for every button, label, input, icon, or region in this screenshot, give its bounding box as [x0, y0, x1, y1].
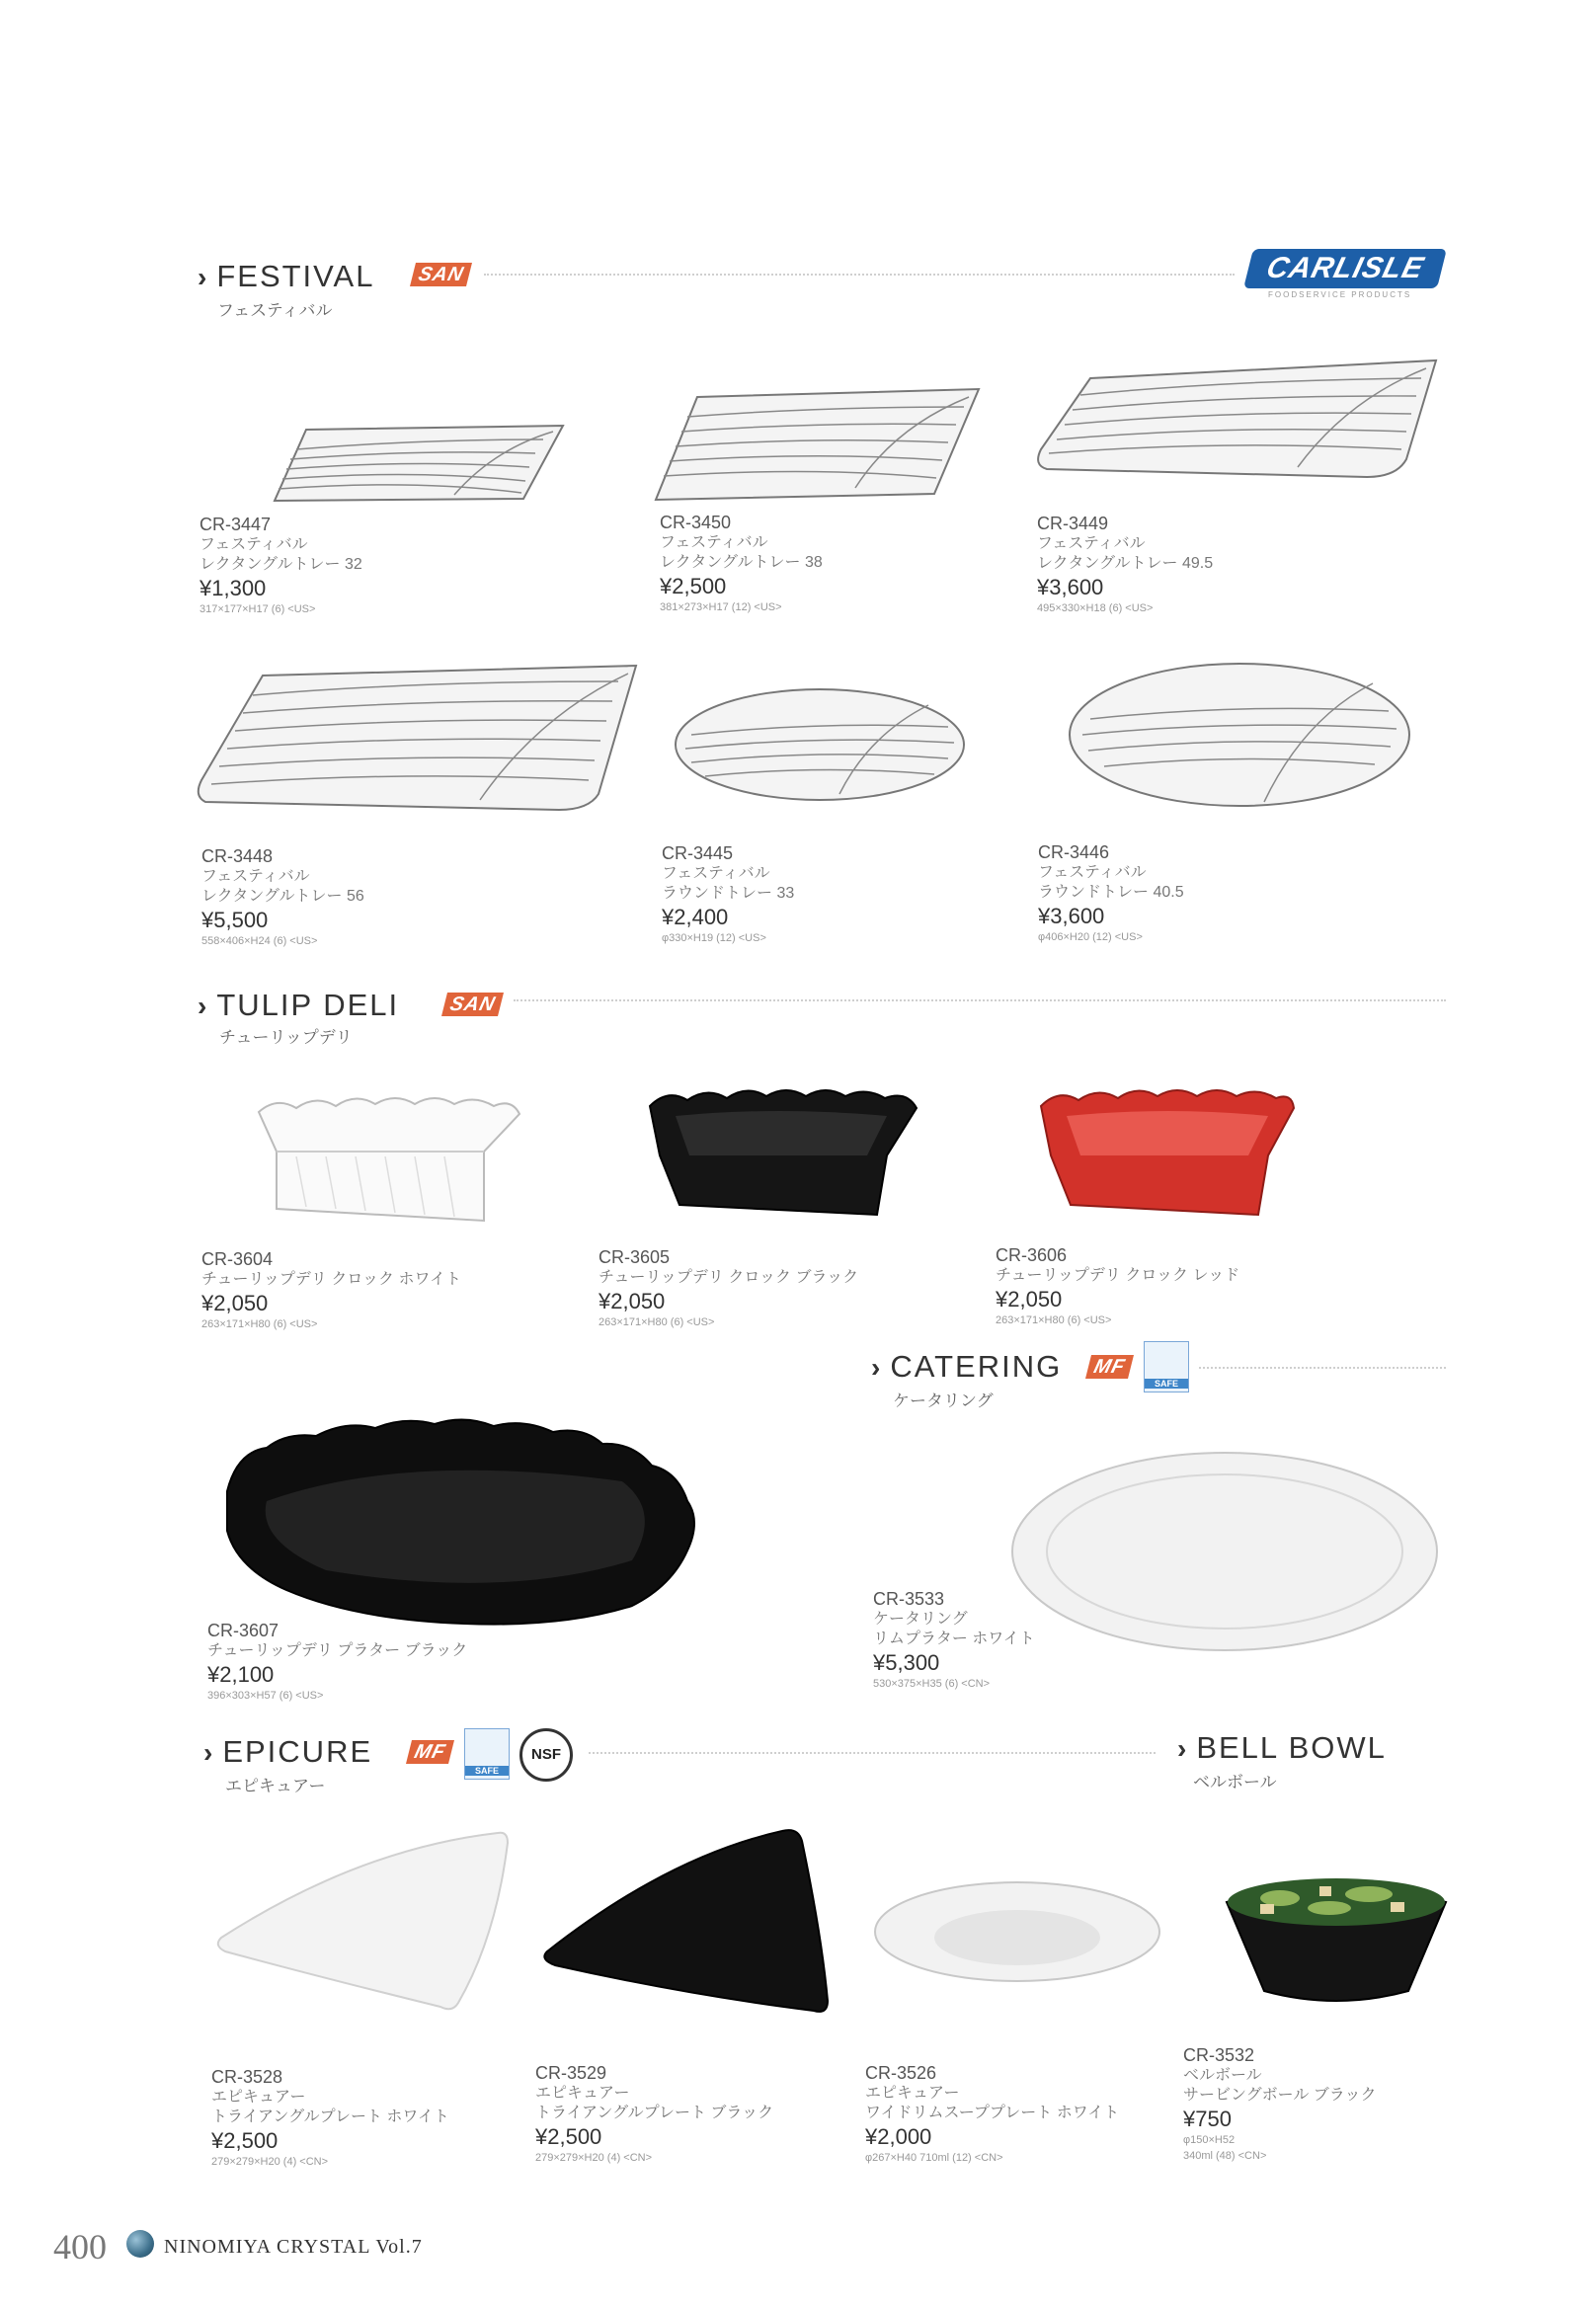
section-divider [1199, 1367, 1446, 1369]
product-spec: 279×279×H20 (4) <CN> [211, 2156, 329, 2168]
carlisle-logo: CARLISLE [1243, 249, 1447, 288]
product-price: ¥2,500 [660, 574, 727, 598]
product-price: ¥3,600 [1037, 575, 1104, 599]
chevron-right-icon: › [198, 991, 209, 1021]
tulip-deli-platter-black-image [207, 1412, 701, 1630]
product-name: レクタングルトレー 32 [200, 556, 362, 573]
product-price: ¥5,500 [201, 908, 269, 932]
product-cr-3529 [535, 2062, 861, 2166]
tulip-deli-red-image [1031, 1076, 1298, 1225]
section-subtitle-tulip-deli: チューリップデリ [219, 1028, 353, 1047]
festival-round-tray-40-image [1067, 660, 1412, 810]
product-name: サービングボール ブラック [1183, 2087, 1377, 2104]
product-name: チューリップデリ プラター ブラック [207, 1642, 468, 1659]
product-price: ¥2,500 [211, 2128, 279, 2153]
epicure-triangle-plate-black-image [539, 1827, 832, 2015]
bell-bowl-title-text: BELL BOWL [1196, 1730, 1387, 1765]
section-subtitle-epicure: エピキュアー [225, 1777, 326, 1795]
product-cr-3450 [660, 512, 986, 615]
festival-title-text: FESTIVAL [216, 259, 375, 293]
product-price: ¥1,300 [200, 576, 267, 600]
product-price: ¥2,050 [598, 1289, 666, 1313]
product-cr-3528 [211, 2066, 537, 2170]
product-spec: 396×303×H57 (6) <US> [207, 1690, 324, 1702]
festival-tray-38-image [648, 377, 984, 511]
product-spec: 263×171×H80 (6) <US> [598, 1316, 715, 1328]
product-name: ラウンドトレー 33 [662, 885, 795, 902]
product-name: ベルボール [1183, 2067, 1262, 2084]
section-title-bell-bowl [1177, 1730, 1387, 1766]
product-name: ラウンドトレー 40.5 [1038, 884, 1184, 901]
product-code: CR-3606 [996, 1245, 1068, 1265]
product-price: ¥2,050 [996, 1287, 1063, 1312]
section-divider [589, 1752, 1156, 1754]
product-code: CR-3447 [200, 515, 272, 534]
product-code: CR-3605 [598, 1247, 671, 1267]
product-name: フェスティバル [662, 865, 770, 882]
product-code: CR-3604 [201, 1249, 274, 1269]
festival-tray-49-image [1031, 351, 1441, 484]
festival-tray-56-image [194, 646, 640, 816]
product-cr-3446 [1038, 841, 1364, 945]
chevron-right-icon: › [871, 1352, 883, 1383]
product-cr-3526 [865, 2062, 1191, 2166]
product-name: エピキュアー [535, 2085, 630, 2102]
mf-badge: MF [1085, 1355, 1134, 1379]
product-cr-3449 [1037, 513, 1363, 616]
product-cr-3532 [1183, 2044, 1509, 2164]
san-badge: SAN [441, 993, 504, 1016]
epicure-title-text: EPICURE [222, 1734, 373, 1769]
product-name: リムプラター ホワイト [873, 1631, 1035, 1647]
product-price: ¥2,000 [865, 2124, 932, 2149]
epicure-triangle-plate-white-image [211, 1829, 514, 2013]
section-subtitle-catering: ケータリング [893, 1392, 994, 1410]
product-code: CR-3445 [662, 843, 734, 863]
product-spec: 381×273×H17 (12) <US> [660, 601, 782, 613]
product-spec: 340ml (48) <CN> [1183, 2150, 1267, 2162]
product-name: ワイドリムスーププレート ホワイト [865, 2105, 1120, 2121]
product-name: レクタングルトレー 56 [201, 888, 364, 905]
product-name: フェスティバル [200, 536, 308, 553]
product-spec: 279×279×H20 (4) <CN> [535, 2152, 653, 2164]
dishwasher-safe-icon [464, 1728, 510, 1780]
chevron-right-icon: › [203, 1737, 215, 1768]
product-spec: φ406×H20 (12) <US> [1038, 931, 1143, 943]
product-name: ケータリング [873, 1611, 968, 1628]
product-code: CR-3528 [211, 2067, 283, 2087]
product-code: CR-3533 [873, 1589, 945, 1609]
san-badge: SAN [410, 263, 472, 286]
product-cr-3445 [662, 842, 988, 946]
nsf-certification-icon: NSF [519, 1728, 573, 1782]
product-cr-3448 [201, 845, 527, 949]
tulip-deli-white-image [247, 1082, 523, 1231]
product-price: ¥5,300 [873, 1650, 940, 1675]
product-name: フェスティバル [660, 534, 768, 551]
festival-round-tray-33-image [672, 685, 968, 804]
product-price: ¥2,100 [207, 1662, 275, 1687]
bell-bowl-black-image [1221, 1872, 1452, 2007]
product-cr-3605 [598, 1246, 924, 1330]
section-divider [514, 999, 1446, 1001]
product-spec: 495×330×H18 (6) <US> [1037, 602, 1154, 614]
product-code: CR-3529 [535, 2063, 607, 2083]
product-price: ¥2,400 [662, 905, 729, 929]
product-cr-3533 [873, 1588, 1199, 1692]
section-title-catering [871, 1349, 1062, 1385]
product-price: ¥3,600 [1038, 904, 1105, 928]
product-spec: 317×177×H17 (6) <US> [200, 603, 316, 615]
product-code: CR-3448 [201, 846, 274, 866]
product-price: ¥2,050 [201, 1291, 269, 1315]
product-name: エピキュアー [865, 2085, 960, 2102]
page-number: 400 [53, 2227, 107, 2267]
product-code: CR-3532 [1183, 2045, 1255, 2065]
catering-title-text: CATERING [890, 1349, 1063, 1384]
product-spec: 558×406×H24 (6) <US> [201, 935, 318, 947]
festival-tray-32-image [267, 410, 573, 509]
product-price: ¥750 [1183, 2107, 1232, 2131]
product-spec: φ150×H52 [1183, 2134, 1236, 2146]
section-subtitle-festival: フェスティバル [217, 301, 333, 320]
product-code: CR-3449 [1037, 514, 1109, 533]
product-code: CR-3607 [207, 1621, 279, 1640]
product-spec: 263×171×H80 (6) <US> [996, 1314, 1112, 1326]
product-code: CR-3450 [660, 513, 732, 532]
catalog-title: NINOMIYA CRYSTAL Vol.7 [164, 2236, 423, 2258]
product-name: トライアングルプレート ブラック [535, 2105, 774, 2121]
product-price: ¥2,500 [535, 2124, 602, 2149]
mf-badge: MF [406, 1740, 454, 1764]
product-spec: φ330×H19 (12) <US> [662, 932, 766, 944]
section-title-tulip-deli [198, 988, 399, 1023]
product-name: フェスティバル [1038, 864, 1147, 881]
product-spec: 263×171×H80 (6) <US> [201, 1318, 318, 1330]
product-cr-3447 [200, 514, 525, 617]
product-code: CR-3446 [1038, 842, 1110, 862]
product-name: チューリップデリ クロック レッド [996, 1267, 1240, 1284]
chevron-right-icon: › [1177, 1733, 1189, 1764]
safe-label: SAFE [1145, 1379, 1188, 1389]
product-cr-3607 [207, 1620, 533, 1704]
dishwasher-safe-icon [1144, 1341, 1189, 1392]
section-title-epicure [203, 1734, 372, 1770]
product-name: レクタングルトレー 49.5 [1037, 555, 1214, 572]
product-name: トライアングルプレート ホワイト [211, 2108, 449, 2125]
section-divider [484, 274, 1235, 276]
chevron-right-icon: › [198, 262, 209, 292]
tulip-title-text: TULIP DELI [216, 988, 400, 1022]
product-name: チューリップデリ クロック ブラック [598, 1269, 859, 1286]
carlisle-logo-subtitle: FOODSERVICE PRODUCTS [1268, 290, 1412, 299]
section-title-festival [198, 259, 374, 294]
product-code: CR-3526 [865, 2063, 937, 2083]
product-name: レクタングルトレー 38 [660, 554, 823, 571]
product-spec: φ267×H40 710ml (12) <CN> [865, 2152, 1003, 2164]
epicure-soup-plate-white-image [873, 1880, 1161, 1991]
product-name: チューリップデリ クロック ホワイト [201, 1271, 461, 1288]
tulip-deli-black-image [640, 1076, 921, 1225]
product-spec: 530×375×H35 (6) <CN> [873, 1678, 991, 1690]
product-cr-3606 [996, 1244, 1321, 1328]
globe-icon [126, 2230, 154, 2258]
product-name: エピキュアー [211, 2089, 306, 2106]
product-cr-3604 [201, 1248, 527, 1332]
product-name: フェスティバル [1037, 535, 1146, 552]
section-subtitle-bell-bowl: ベルボール [1193, 1773, 1277, 1791]
safe-label: SAFE [465, 1766, 509, 1776]
product-name: フェスティバル [201, 868, 310, 885]
